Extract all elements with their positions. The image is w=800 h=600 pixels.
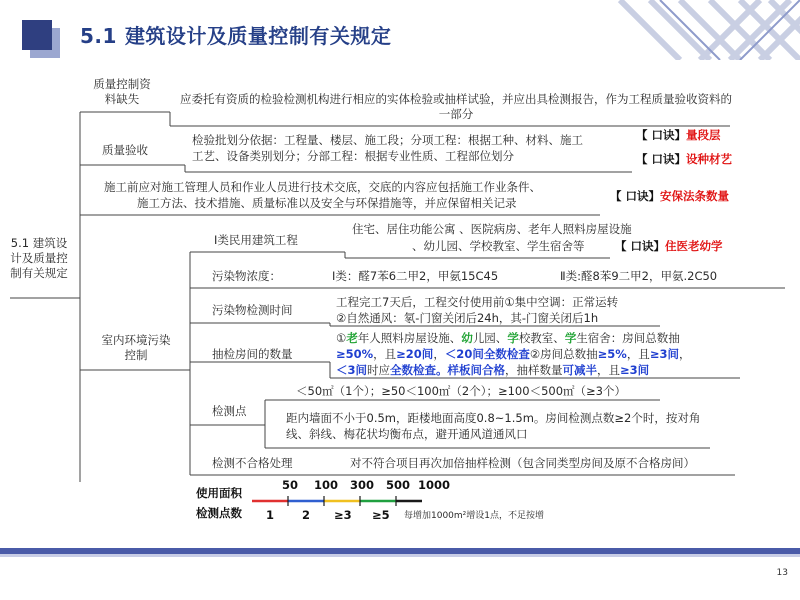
text-run: ，: [678, 347, 691, 361]
text-run: 年人照料房屋设施、: [357, 331, 462, 345]
root-label: 5.1 建筑设计及质量控制有关规定: [10, 236, 68, 280]
page-number: 13: [776, 568, 788, 578]
mnemonic-tag: 【 口诀】: [615, 239, 666, 253]
branch-text-disclosure-1: 施工前应对施工管理人员和作业人员进行技术交底，交底的内容应包括施工作业条件、: [104, 180, 541, 194]
text-run: ≥3间: [649, 347, 679, 361]
sub-text-room-count-2: [336, 347, 690, 362]
mnemonic-text: 住医老幼学: [665, 239, 723, 253]
mnemonic-tag: 【 口诀】: [636, 128, 687, 142]
sub-label-class1: Ⅰ类民用建筑工程: [214, 233, 298, 247]
sub-text-class1-2: 、幼儿园、学校教室、学生宿舍等: [412, 239, 585, 253]
legend-tick-300: 300: [350, 478, 375, 492]
sub-text-concentration-class2: Ⅱ类:醛8苯9二甲2，甲氨.2C50: [560, 269, 718, 283]
text-run: 生宿舍：房间总数抽: [576, 331, 680, 345]
sub-label-test-time: 污染物检测时间: [212, 303, 293, 317]
sub-text-placement-2: 线、斜线、梅花状均衡布点，避开通风道通风口: [286, 427, 528, 441]
title-number: 5.1: [80, 24, 117, 48]
sub-text-concentration-class1: Ⅰ类：醛7苯6二甲2，甲氨15C45: [332, 269, 499, 283]
legend-points-1: 1: [266, 508, 275, 522]
text-run: ≥3间: [620, 363, 650, 377]
text-run: ，抽样数量: [505, 363, 563, 377]
text-run: ≥50%: [336, 347, 374, 361]
mnemonic-tag: 【 口诀】: [610, 189, 661, 203]
mnemonic-text: 量段层: [686, 128, 721, 142]
text-run: ②房间总数抽: [529, 347, 598, 361]
sub-text-test-time-1: 工程完工7天后，工程交付使用前①集中空调：正常运转: [336, 295, 619, 309]
branch-text-acceptance-1: 检验批划分依据：工程量、楼层、施工段；分项工程：根据工种、材料、施工: [192, 133, 583, 147]
text-run: ＜3间: [336, 363, 368, 377]
text-run: ，且: [597, 363, 621, 377]
sub-text-room-count-1: [336, 331, 680, 346]
branch-label-indoor-pollution: 室内环境污染控制: [101, 333, 171, 362]
title-text: 建筑设计及质量控制有关规定: [124, 24, 392, 48]
sub-text-failure: 对不符合项目再次加倍抽样检测（包含同类型房间及原不合格房间）: [350, 456, 695, 470]
text-run: ≥5%: [597, 347, 627, 361]
text-run: 校教室、: [518, 331, 565, 345]
sub-text-test-time-2: ②自然通风：氡-门窗关闭后24h，其-门窗关闭后1h: [336, 311, 599, 325]
text-run: ，且: [373, 347, 397, 361]
text-run: ，且: [626, 347, 650, 361]
text-run: ≥20间: [396, 347, 434, 361]
sub-text-room-count-3: [336, 363, 649, 378]
mnemonic-text: 安保法条数量: [660, 189, 730, 203]
branch-text-disclosure-2: 施工方法、技术措施、质量标准以及安全与环保措施等，并应保留相关记录: [137, 196, 517, 210]
sub-text-class1-1: 住宅、居住功能公寓 、医院病房、老年人照料房屋设施: [352, 222, 632, 236]
text-run: 儿园、: [472, 331, 508, 345]
mnemonic-acceptance-1: [636, 128, 721, 143]
legend-scale: [250, 494, 430, 508]
mnemonic-acceptance-2: [636, 152, 732, 167]
legend-tick-500: 500: [386, 478, 411, 492]
legend-points-5: ≥5: [372, 508, 390, 522]
legend-tick-100: 100: [314, 478, 339, 492]
sub-label-test-points: 检测点: [212, 404, 247, 418]
text-run: ，: [433, 347, 445, 361]
sub-text-placement-1: 距内墙面不小于0.5m，距楼地面高度0.8~1.5m。房间检测点数≥2个时，按对角: [286, 411, 701, 425]
mnemonic-disclosure: [610, 189, 729, 204]
text-run: 全数检查。样板间合格: [390, 363, 506, 377]
mnemonic-tag: 【 口诀】: [636, 152, 687, 166]
text-run: 老: [346, 331, 358, 345]
text-run: 学: [507, 331, 519, 345]
text-run: 时应: [367, 363, 391, 377]
sub-label-room-count: 抽检房间的数量: [212, 347, 293, 361]
legend-note: 每增加1000m²增设1点，不足按增: [404, 511, 545, 521]
branch-text-acceptance-2: 工艺、设备类别划分；分部工程：根据专业性质、工程部位划分: [192, 149, 514, 163]
text-run: 学: [564, 331, 577, 345]
text-run: ＜20间全数检查: [444, 347, 530, 361]
mnemonic-text: 设种材艺: [686, 152, 733, 166]
sub-label-failure: 检测不合格处理: [212, 456, 293, 470]
legend-area-label: 使用面积: [196, 486, 242, 500]
branch-label-acceptance: 质量验收: [102, 143, 148, 157]
text-run: 幼: [461, 331, 473, 345]
legend-points-label: 检测点数: [196, 506, 242, 520]
legend-points-2: 2: [302, 508, 311, 522]
branch-label-data-missing: 质量控制资料缺失: [93, 77, 151, 106]
legend-points-3: ≥3: [334, 508, 352, 522]
legend-tick-1000: 1000: [418, 478, 451, 492]
legend-tick-50: 50: [282, 478, 299, 492]
footer-bar-light: [0, 554, 800, 557]
branch-text-data-missing: 应委托有资质的检验检测机构进行相应的实体检验或抽样试验，并应出具检测报告，作为工程质量验收资料的一部分: [180, 92, 732, 121]
sub-text-area-rules: ＜50㎡（1个）；≥50＜100㎡（2个）；≥100＜500㎡（≥3个）: [296, 384, 626, 398]
sub-label-concentration: 污染物浓度：: [212, 269, 281, 283]
text-run: 可减半: [562, 363, 598, 377]
text-run: ①: [336, 331, 347, 345]
mnemonic-class1: [615, 239, 723, 254]
